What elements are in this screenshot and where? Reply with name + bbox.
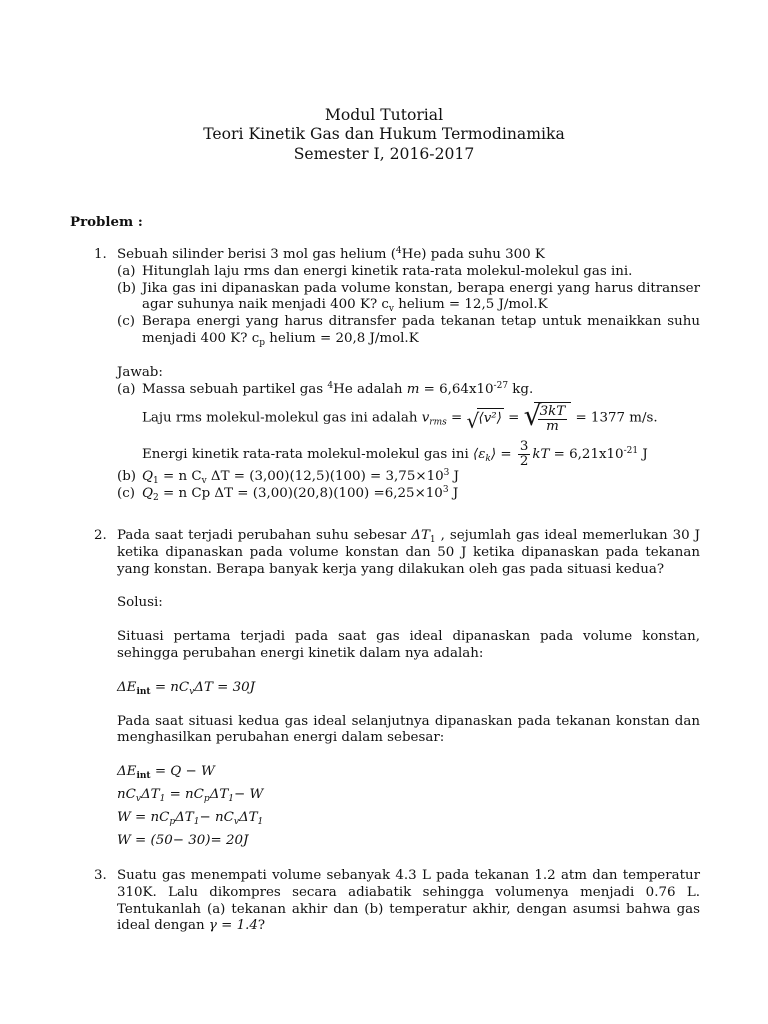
problem-1 bbox=[70, 247, 700, 503]
problem-number: 1. bbox=[94, 247, 107, 262]
solution-paragraph-1: Situasi pertama terjadi pada saat gas ideal dipanaskan pada volume konstan, sehingga perubahan energi kinetik dalam nya adalah: bbox=[117, 629, 700, 661]
problem-1-question: Sebuah silinder berisi 3 mol gas helium ($^4$He) pada suhu 300 K bbox=[117, 246, 545, 262]
document-title: Modul Tutorial bbox=[324, 106, 444, 124]
answer-b: (b) $Q_1 = n$ $C_v$ $\Delta T = (3,00)(12,5)(100) = 3,75\times 10^3$ J bbox=[117, 468, 459, 487]
equation-energy-1: $\Delta E_{int} = nC_v\Delta T = 30J$ bbox=[117, 679, 256, 697]
rms-equation: Laju rms molekul-molekul gas ini adalah $v_{rms}$ = √ ⟨v²⟩ = √ $\frac{3kT}{m}$ = 1377 m/s. bbox=[142, 399, 658, 435]
problem-number: 3. bbox=[94, 868, 107, 883]
equation-work-result: W = (50− 30)= 20J bbox=[117, 832, 249, 848]
answer-a: (a) Massa sebuah partikel gas $^4$He adalah $m = 6,64x10^{-27}$ kg. bbox=[117, 380, 534, 397]
problem-3-question: Suatu gas menempati volume sebanyak 4.3 L pada tekanan 1.2 atm dan temperatur 310K. Lalu dikompres secara adiabatik sehingga volumenya menjadi 0.76 L. Tentukanlah (a) tekanan akhir dan (b) temperatur akhir, dengan asumsi bahwa gas ideal dengan γ = 1.4? bbox=[117, 868, 700, 934]
answer-c: (c) $Q_2 = n$ Cp $\Delta T = (3,00)(20,8)(100) =6,25\times 10^3$ J bbox=[117, 485, 459, 504]
sqrt-fraction: √ $\frac{3kT}{m}$ bbox=[524, 402, 572, 434]
problem-2 bbox=[70, 528, 700, 849]
solution-paragraph-2: Pada saat situasi kedua gas ideal selanjutnya dipanaskan pada tekanan konstan dan menghasilkan perubahan energi dalam sebesar: bbox=[117, 713, 700, 746]
problem-2-question: Pada saat terjadi perubahan suhu sebesar $\Delta T_1$ , sejumlah gas ideal memerlukan 30 J ketika dipanaskan pada volume konstan dan 50 J ketika dipanaskan pada tekanan yang konstan. Berapa banyak kerja yang dilakukan oleh gas pada situasi kedua? bbox=[117, 528, 700, 577]
sqrt-symbol: √ ⟨v²⟩ bbox=[466, 409, 502, 434]
problem-1-sub-a: (a) Hitunglah laju rms dan energi kinetik rata-rata molekul-molekul gas ini. bbox=[117, 263, 633, 279]
solution-heading: Solusi: bbox=[117, 595, 163, 611]
problem-1-sub-c: (c) Berapa energi yang harus ditransfer pada tekanan tetap untuk menaikkan suhu menjadi 400 K? $c_p$ helium = 20,8 J/mol.K bbox=[117, 314, 700, 348]
document-subtitle: Teori Kinetik Gas dan Hukum Termodinamika bbox=[203, 125, 565, 144]
kinetic-energy-equation: Energi kinetik rata-rata molekul-molekul gas ini $⟨\varepsilon_k⟩$ = $\frac{3}{2}$ kT = $6,21x10^{-21}$ J bbox=[142, 439, 648, 470]
problem-heading: Problem : bbox=[70, 214, 143, 230]
document-header bbox=[0, 106, 768, 164]
problem-1-sub-b: (b) Jika gas ini dipanaskan pada volume konstan, berapa energi yang harus ditranser agar suhunya naik menjadi 400 K? $c_v$ helium = 12,5 J/mol.K bbox=[117, 280, 700, 315]
equation-energy-2: $\Delta E_{int} = Q - W$ bbox=[117, 764, 215, 782]
equation-balance: $nC_v\Delta T_1 = nC_p\Delta T_1- W$ bbox=[117, 786, 264, 804]
equation-work: $W = nC_p\Delta T_1- nC_v\Delta T_1$ bbox=[117, 809, 264, 827]
document-semester: Semester I, 2016-2017 bbox=[293, 144, 475, 163]
problem-3 bbox=[70, 868, 700, 935]
answer-heading: Jawab: bbox=[117, 364, 163, 380]
problem-number: 2. bbox=[94, 528, 107, 543]
